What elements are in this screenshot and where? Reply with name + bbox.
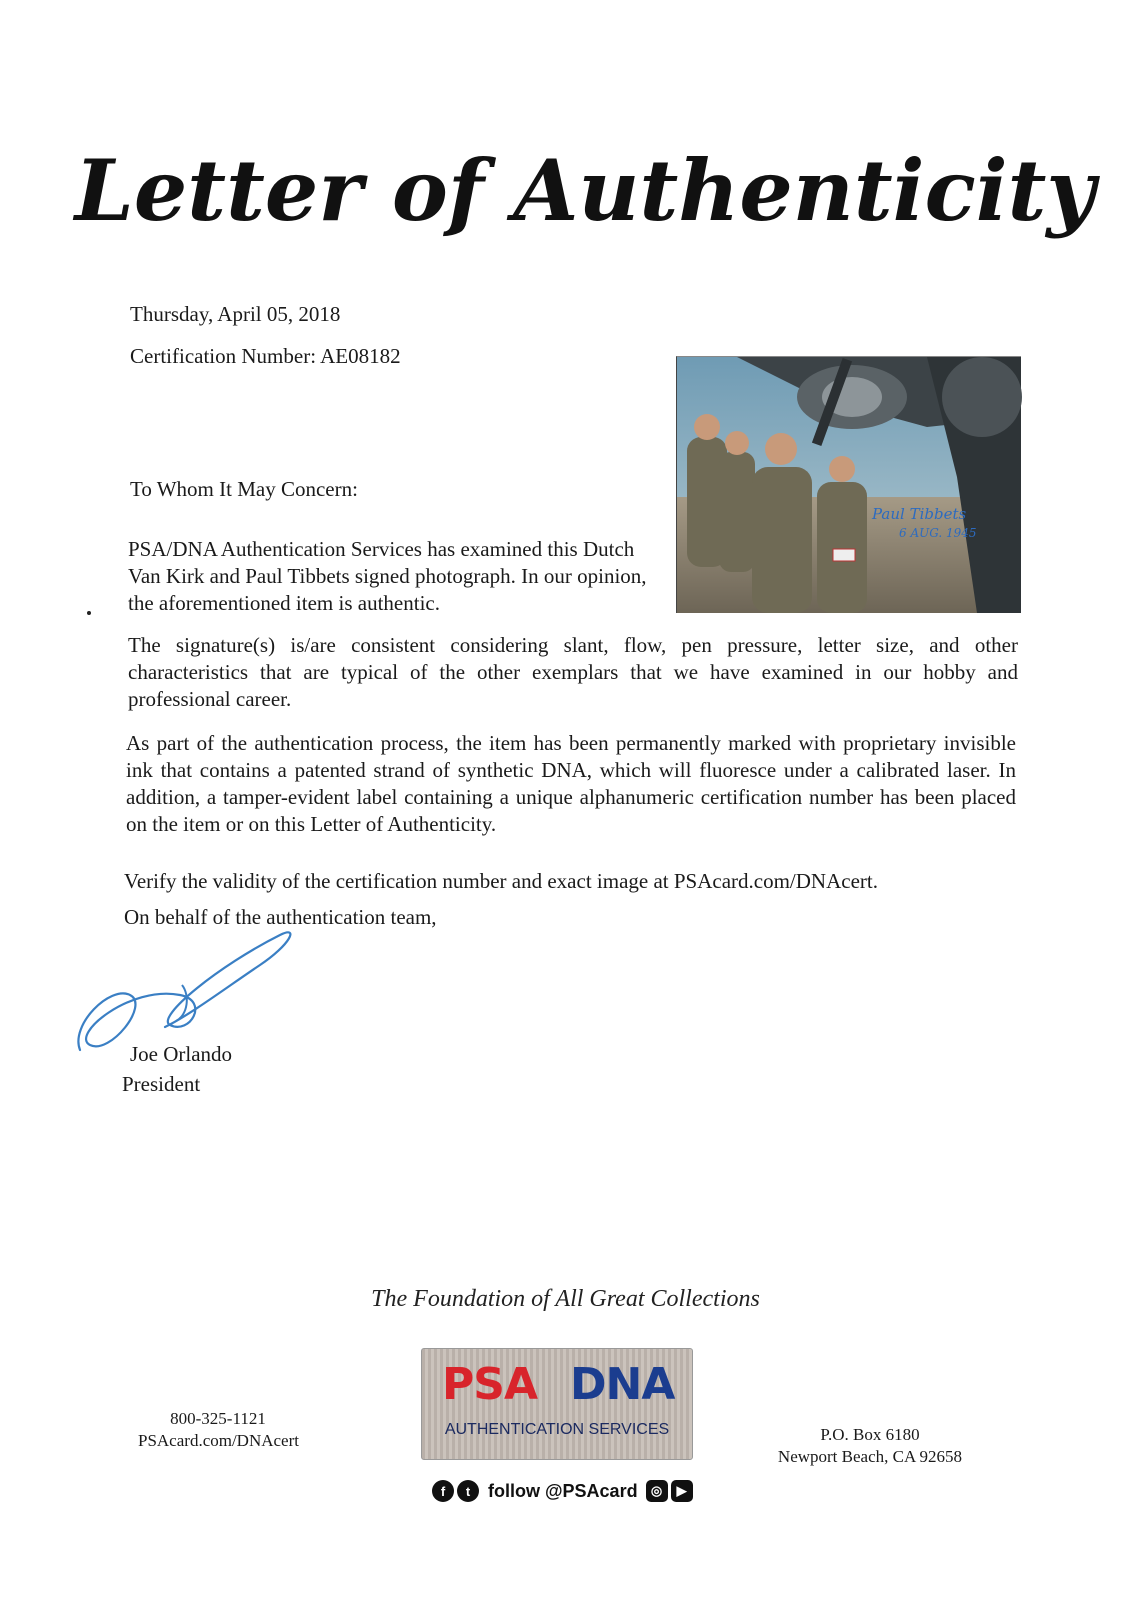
paragraph-closing: On behalf of the authentication team,	[124, 905, 437, 929]
signer-title: President	[122, 1072, 201, 1096]
facebook-icon[interactable]: f	[432, 1480, 454, 1502]
signer-name: Joe Orlando	[130, 1042, 233, 1066]
letter-date: Thursday, April 05, 2018	[130, 302, 341, 326]
social-bar	[432, 1476, 696, 1506]
contact-left	[138, 1408, 298, 1452]
phone-number: 800-325-1121	[170, 1409, 266, 1428]
paragraph-verify: Verify the validity of the certification number and exact image at PSAcard.com/DNAcert.	[124, 869, 878, 893]
logo-dna-text: DNA	[570, 1359, 675, 1410]
paragraph-examined: PSA/DNA Authentication Services has examined this Dutch Van Kirk and Paul Tibbets signed photograph. In our opinion, the aforementioned item is authentic.	[128, 537, 647, 615]
youtube-icon[interactable]: ▶	[671, 1480, 693, 1502]
item-photo	[676, 356, 1021, 613]
city-address: Newport Beach, CA 92658	[777, 1447, 963, 1466]
logo-psa-text: PSA	[442, 1359, 537, 1410]
instagram-icon[interactable]: ◎	[646, 1480, 668, 1502]
stray-mark	[87, 611, 91, 615]
psa-hologram-sticker	[833, 549, 855, 561]
photo-inscription-name: Paul Tibbets	[872, 505, 967, 523]
logo-subtitle: AUTHENTICATION SERVICES	[444, 1421, 670, 1438]
letter-title	[74, 112, 1096, 262]
paragraph-consistency: The signature(s) is/are consistent considering slant, flow, pen pressure, letter size, and other characteristics that are typical of the other exemplars that we have examined in our hobby and professional career.	[128, 633, 1018, 711]
website-link[interactable]: PSAcard.com/DNAcert	[138, 1431, 299, 1450]
twitter-icon[interactable]: t	[457, 1480, 479, 1502]
title-text: Letter of Authenticity	[74, 141, 1096, 240]
photo-inscription-date: 6 AUG. 1945	[899, 526, 977, 540]
salutation: To Whom It May Concern:	[130, 477, 358, 501]
psa-dna-logo	[421, 1348, 693, 1460]
po-box: P.O. Box 6180	[820, 1425, 920, 1444]
footer-tagline: The Foundation of All Great Collections	[371, 1286, 760, 1312]
certification-number: Certification Number: AE08182	[130, 344, 401, 368]
paragraph-process: As part of the authentication process, the item has been permanently marked with proprietary invisible ink that contains a patented strand of synthetic DNA, which will fluoresce under a calibrated laser. In addition, a tamper-evident label containing a unique alphanumeric certification number has been placed on the item or on this Letter of Authenticity.	[126, 731, 1016, 836]
follow-handle[interactable]: follow @PSAcard	[488, 1480, 638, 1501]
contact-right	[760, 1424, 980, 1468]
